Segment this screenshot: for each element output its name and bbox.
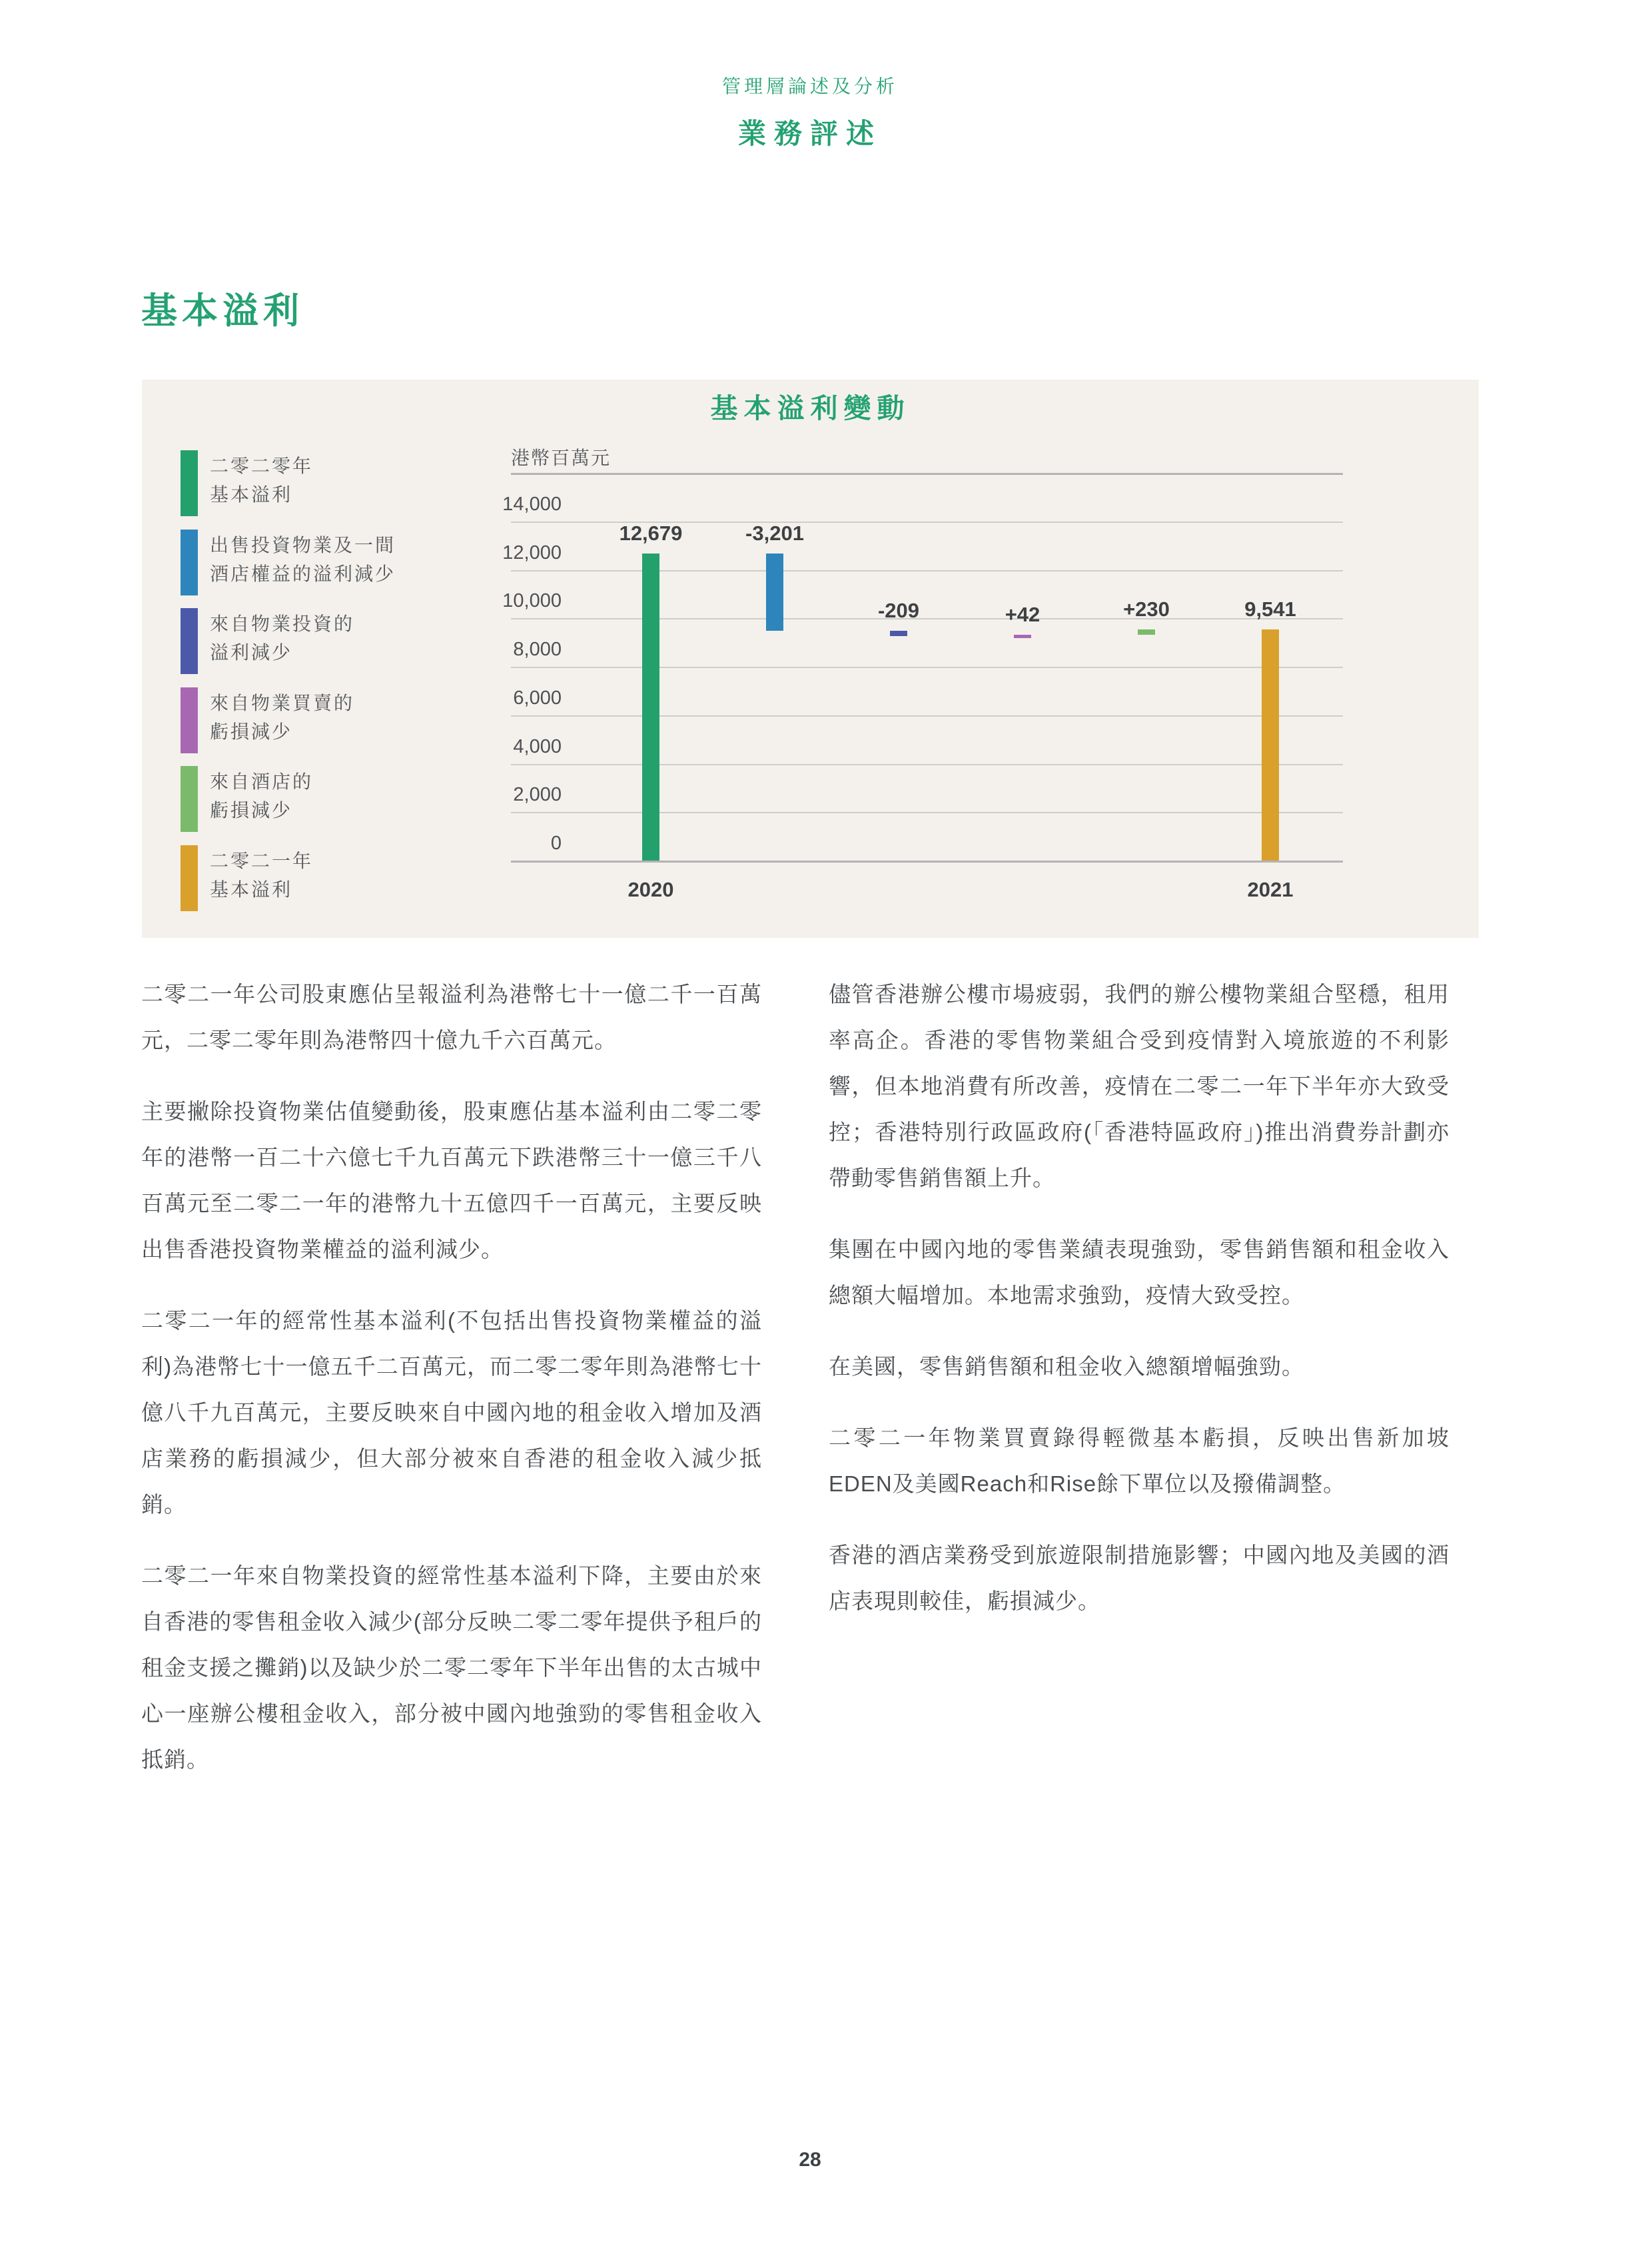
legend-label: 二零二一年 基本溢利 bbox=[210, 851, 314, 900]
x-axis-label: 2021 bbox=[1247, 878, 1294, 901]
bar-value-label: -209 bbox=[877, 599, 920, 622]
legend-swatch bbox=[181, 766, 198, 832]
waterfall-bar bbox=[1138, 629, 1155, 635]
underlying-profit-chart-panel bbox=[142, 380, 1479, 938]
bar-value-label: -3,201 bbox=[745, 522, 804, 545]
y-tick-label: 12,000 bbox=[502, 542, 562, 563]
legend-label: 來自物業買賣的 虧損減少 bbox=[210, 693, 355, 742]
body-paragraph: 二零二一年來自物業投資的經常性基本溢利下降，主要由於來自香港的零售租金收入減少(部分反映二零二零年提供予租戶的租金支援之攤銷)以及缺少於二零二零年下半年出售的太古城中心一座辦公樓租金收入，部分被中國內地強勁的零售租金收入抵銷。 bbox=[141, 1563, 762, 1772]
x-axis-label: 2020 bbox=[627, 878, 674, 901]
y-tick-label: 10,000 bbox=[502, 590, 562, 611]
legend-swatch bbox=[181, 450, 198, 516]
y-tick-label: 8,000 bbox=[513, 639, 562, 660]
gridline bbox=[511, 570, 1343, 571]
legend-label: 來自酒店的 虧損減少 bbox=[210, 771, 314, 821]
waterfall-bar bbox=[1262, 629, 1279, 861]
waterfall-bar bbox=[890, 631, 907, 636]
body-paragraph: 儘管香港辦公樓市場疲弱，我們的辦公樓物業組合堅穩，租用率高企。香港的零售物業組合受到疫情對入境旅遊的不利影響，但本地消費有所改善，疫情在二零二一年下半年亦大致受控；香港特別行政區政府(「香港特區政府」)推出消費券計劃亦帶動零售銷售額上升。 bbox=[829, 982, 1449, 1190]
body-paragraph: 二零二一年公司股東應佔呈報溢利為港幣七十一億二千一百萬元，二零二零年則為港幣四十億九千六百萬元。 bbox=[141, 982, 762, 1052]
legend-swatch bbox=[181, 845, 198, 911]
y-tick-label: 14,000 bbox=[502, 494, 562, 515]
waterfall-bar bbox=[642, 554, 659, 861]
gridline bbox=[511, 715, 1343, 717]
body-column-right bbox=[829, 971, 1449, 1649]
body-paragraph: 二零二一年物業買賣錄得輕微基本虧損，反映出售新加坡EDEN及美國Reach和Rise餘下單位以及撥備調整。 bbox=[829, 1425, 1449, 1496]
legend-label: 出售投資物業及一間 酒店權益的溢利減少 bbox=[210, 535, 396, 584]
bar-value-label: 12,679 bbox=[619, 522, 683, 545]
legend-swatch bbox=[181, 530, 198, 595]
body-paragraph: 集團在中國內地的零售業績表現強勁，零售銷售額和租金收入總額大幅增加。本地需求強勁，疫情大致受控。 bbox=[829, 1237, 1449, 1308]
waterfall-bar bbox=[1014, 635, 1031, 638]
legend-swatch bbox=[181, 687, 198, 753]
y-tick-label: 4,000 bbox=[513, 736, 562, 757]
legend-swatch bbox=[181, 608, 198, 674]
y-tick-label: 0 bbox=[550, 833, 562, 854]
legend-label: 二零二零年 基本溢利 bbox=[210, 456, 314, 505]
y-tick-label: 2,000 bbox=[513, 784, 562, 805]
chart-title: 基本溢利變動 bbox=[710, 393, 911, 424]
legend-label: 來自物業投資的 溢利減少 bbox=[210, 613, 355, 663]
body-paragraph: 在美國，零售銷售額和租金收入總額增幅強勁。 bbox=[829, 1354, 1304, 1379]
page-number: 28 bbox=[799, 2149, 821, 2171]
body-column-left bbox=[141, 971, 762, 1808]
body-paragraph: 香港的酒店業務受到旅遊限制措施影響；中國內地及美國的酒店表現則較佳，虧損減少。 bbox=[829, 1543, 1449, 1613]
bar-value-label: +230 bbox=[1123, 597, 1170, 621]
page-title: 業務評述 bbox=[737, 118, 882, 149]
gridline bbox=[511, 812, 1343, 813]
bar-value-label: +42 bbox=[1005, 603, 1040, 626]
waterfall-bar bbox=[766, 554, 783, 631]
gridline bbox=[511, 861, 1343, 863]
section-title: 基本溢利 bbox=[141, 291, 304, 331]
y-axis-unit-label: 港幣百萬元 bbox=[511, 448, 612, 468]
body-paragraph: 二零二一年的經常性基本溢利(不包括出售投資物業權益的溢利)為港幣七十一億五千二百萬元，而二零二零年則為港幣七十億八千九百萬元，主要反映來自中國內地的租金收入增加及酒店業務的虧損減少，但大部分被來自香港的租金收入減少抵銷。 bbox=[141, 1308, 762, 1517]
breadcrumb: 管理層論述及分析 bbox=[721, 76, 898, 97]
y-tick-label: 6,000 bbox=[513, 687, 562, 709]
body-paragraph: 主要撇除投資物業估值變動後，股東應佔基本溢利由二零二零年的港幣一百二十六億七千九百萬元下跌港幣三十一億三千八百萬元至二零二一年的港幣九十五億四千一百萬元，主要反映出售香港投資物業權益的溢利減少。 bbox=[141, 1099, 762, 1262]
gridline bbox=[511, 764, 1343, 765]
bar-value-label: 9,541 bbox=[1244, 597, 1296, 621]
gridline bbox=[511, 667, 1343, 668]
gridline bbox=[511, 473, 1343, 475]
